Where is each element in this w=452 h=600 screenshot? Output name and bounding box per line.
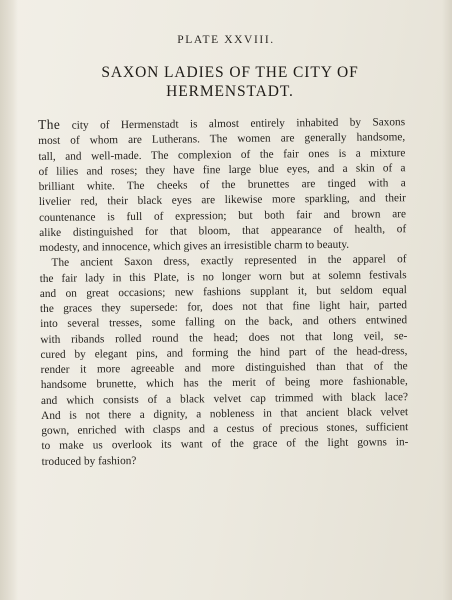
body-text: [38, 113, 409, 470]
text-line: handsome brunette, which has the merit of being more fashionable,: [40, 375, 408, 392]
text-line: And is not there a dignity, a nobleness in that ancient black velvet: [41, 405, 409, 422]
text-line: tall, and well-made. The complexion of the fair ones is a mixture: [38, 146, 406, 163]
paragraph-1: [38, 113, 406, 256]
text-line: and which consists of a black velvet cap trimmed with black lace?: [40, 390, 409, 407]
text-line: gown, enriched with clasps and a cestus of precious stones, sufficient: [41, 421, 409, 437]
text-line: The ancient Saxon dress, exactly represented in the apparel of: [51, 253, 407, 270]
text-line: cured by elegant pins, and forming the hind part of the head-dress,: [40, 344, 408, 361]
text-line-content: city of Hermenstadt is almost entirely inhabited by Saxons: [60, 116, 406, 132]
text-line: and on great occasions; new fashions supplant it, but seldom equal: [39, 283, 407, 300]
text-line: the graces they supersede: for, does not that fine light hair, parted: [39, 299, 408, 315]
text-line: the fair lady in this Plate, is no longer worn but at solemn festivals: [39, 268, 407, 285]
text-line: brilliant white. The cheeks of the brunettes are tinged with a: [38, 177, 406, 193]
text-line: alike distinguished for that bloom, that appearance of health, of: [39, 222, 407, 239]
text-line: into several tresses, some falling on the back, and others entwined: [40, 314, 408, 331]
drop-cap: The: [38, 116, 61, 132]
text-line: render it more agreeable and more distinguished than that of the: [40, 360, 408, 376]
text-line: to make us overlook its want of the grace of the light gowns in-: [41, 436, 409, 453]
text-line: most of whom are Lutherans. The women are generally handsome,: [38, 131, 406, 148]
text-line: modesty, and innocence, which gives an irresistible charm to beauty.: [39, 238, 350, 254]
title-line-2: HERMENSTADT.: [166, 83, 294, 100]
text-line: livelier red, their black eyes are likewise more sparkling, and their: [38, 192, 406, 209]
page-title: [40, 63, 420, 101]
text-line: countenance is full of expression; but both fair and brown are: [38, 207, 407, 224]
paragraph-2: [39, 252, 408, 469]
page-gutter-shadow: [0, 0, 18, 600]
text-line: with ribands rolled round the head; does not that long veil, se-: [40, 329, 408, 346]
title-line-1: SAXON LADIES OF THE CITY OF: [101, 64, 359, 81]
plate-label: PLATE XXVIII.: [177, 34, 275, 46]
text-line: troduced by fashion?: [41, 454, 137, 468]
page-edge-shadow: [442, 0, 452, 600]
text-line: of lilies and roses; they have fine large blue eyes, and a skin of a: [38, 161, 406, 178]
